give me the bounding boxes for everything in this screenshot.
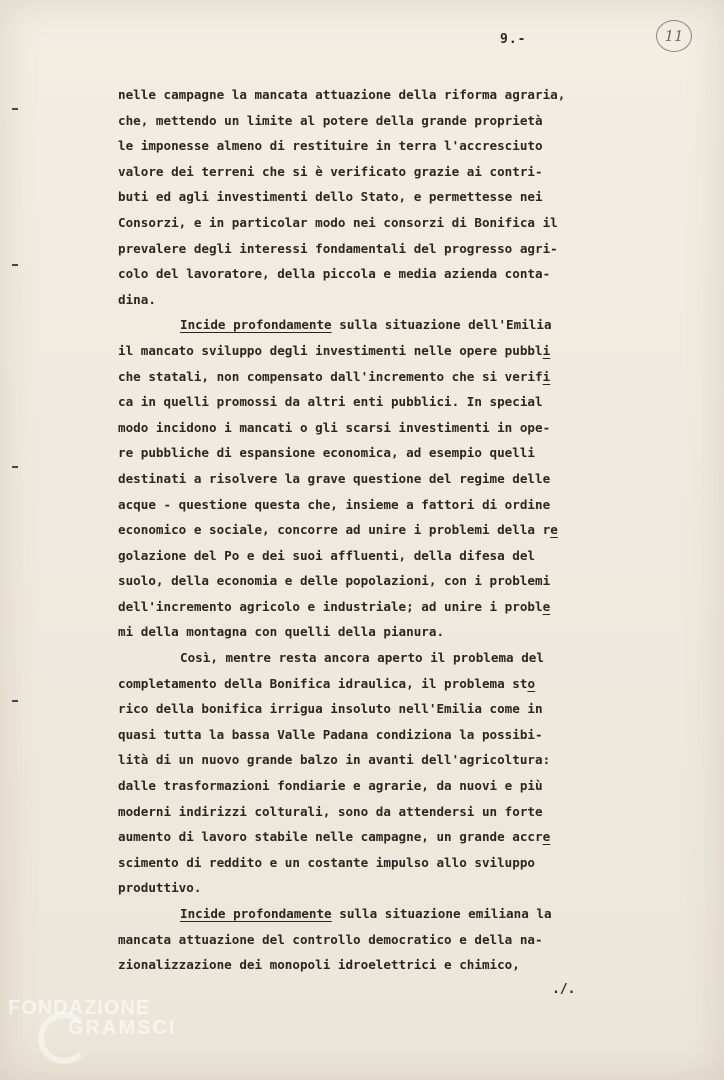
text-line bbox=[118, 389, 638, 415]
margin-tick bbox=[12, 108, 18, 110]
text-line bbox=[118, 184, 638, 210]
text-line bbox=[118, 645, 638, 671]
text-segment: scimento di reddito e un costante impulso allo sviluppo bbox=[118, 854, 536, 870]
underlined-text: e bbox=[542, 829, 551, 845]
text-segment: aumento di lavoro stabile nelle campagne, un grande accr bbox=[118, 829, 543, 845]
underlined-text: e bbox=[542, 598, 551, 614]
text-line bbox=[118, 364, 638, 390]
text-line bbox=[118, 440, 638, 466]
text-line bbox=[118, 108, 638, 134]
underlined-text: e bbox=[550, 522, 558, 538]
text-segment: suolo, della economia e delle popolazioni, con i problemi bbox=[118, 573, 551, 589]
text-segment: destinati a risolvere la grave questione del regime delle bbox=[118, 470, 551, 486]
text-line bbox=[118, 594, 638, 620]
underlined-text: i bbox=[542, 368, 551, 384]
text-segment: completamento della Bonifica idraulica, il problema st bbox=[118, 675, 528, 691]
underlined-text: Incide profondamente bbox=[180, 317, 332, 333]
continuation-mark: ./. bbox=[552, 982, 576, 997]
text-segment: che, mettendo un limite al potere della grande proprietà bbox=[118, 112, 543, 128]
text-segment: colo del lavoratore, della piccola e media azienda conta- bbox=[118, 266, 551, 282]
underlined-text: Incide profondamente bbox=[180, 906, 332, 921]
archive-stamp: 11 bbox=[656, 20, 692, 52]
text-line bbox=[118, 236, 638, 262]
text-segment: economico e sociale, concorre ad unire i problemi della r bbox=[118, 522, 551, 538]
watermark-logo bbox=[8, 998, 176, 1038]
text-line bbox=[118, 261, 638, 287]
text-line bbox=[118, 850, 638, 876]
text-segment: prevalere degli interessi fondamentali del progresso agri- bbox=[118, 240, 558, 256]
text-line bbox=[118, 287, 638, 313]
margin-tick bbox=[12, 466, 18, 468]
text-segment: che statali, non compensato dall'incremento che si verif bbox=[118, 368, 543, 384]
text-line bbox=[118, 773, 638, 799]
text-line bbox=[118, 159, 638, 185]
text-segment: zionalizzazione dei monopoli idroelettrici e chimico, bbox=[118, 957, 520, 973]
text-line bbox=[118, 747, 638, 773]
text-segment: mi della montagna con quelli della pianura. bbox=[118, 624, 445, 640]
text-line bbox=[118, 338, 638, 364]
text-line bbox=[118, 210, 638, 236]
watermark-line2: GRAMSCI bbox=[68, 1017, 177, 1039]
text-line bbox=[118, 671, 638, 697]
body-text bbox=[118, 82, 638, 978]
text-segment: dell'incremento agricolo e industriale; ad unire i probl bbox=[118, 598, 543, 614]
text-segment: mancata attuazione del controllo democratico e della na- bbox=[118, 931, 543, 947]
text-segment: acque - questione questa che, insieme a fattori di ordine bbox=[118, 496, 551, 512]
text-segment: Così, mentre resta ancora aperto il problema del bbox=[180, 650, 544, 666]
text-line bbox=[118, 517, 638, 543]
text-segment: golazione del Po e dei suoi affluenti, della difesa del bbox=[118, 547, 536, 563]
text-segment: dina. bbox=[118, 291, 156, 307]
text-line bbox=[118, 875, 638, 901]
text-line bbox=[118, 568, 638, 594]
watermark-line1: FONDAZIONE bbox=[8, 997, 151, 1019]
text-line bbox=[118, 543, 638, 569]
text-segment: le imponesse almeno di restituire in terra l'accresciuto bbox=[118, 138, 543, 154]
text-segment: lità di un nuovo grande balzo in avanti dell'agricoltura: bbox=[118, 752, 551, 768]
text-segment: Consorzi, e in particolar modo nei consorzi di Bonifica il bbox=[118, 214, 558, 230]
text-line bbox=[118, 415, 638, 441]
watermark-circle-icon bbox=[38, 1012, 90, 1064]
text-line bbox=[118, 722, 638, 748]
margin-tick bbox=[12, 264, 18, 266]
text-segment: buti ed agli investimenti dello Stato, e permettesse nei bbox=[118, 189, 543, 205]
text-line bbox=[118, 799, 638, 825]
text-line bbox=[118, 952, 638, 978]
text-segment: ca in quelli promossi da altri enti pubblici. In special bbox=[118, 394, 543, 410]
text-segment: sulla situazione dell'Emilia bbox=[331, 317, 552, 333]
text-segment: nelle campagne la mancata attuazione della riforma agraria, bbox=[118, 87, 566, 102]
margin-tick bbox=[12, 700, 18, 702]
text-segment: rico della bonifica irrigua insoluto nell'Emilia come in bbox=[118, 701, 543, 717]
text-segment: modo incidono i mancati o gli scarsi investimenti in ope- bbox=[118, 419, 551, 435]
text-line bbox=[118, 927, 638, 953]
text-line bbox=[118, 619, 638, 645]
text-segment: moderni indirizzi colturali, sono da attendersi un forte bbox=[118, 803, 543, 819]
text-segment: re pubbliche di espansione economica, ad esempio quelli bbox=[118, 445, 536, 461]
text-line bbox=[118, 492, 638, 518]
text-segment: quasi tutta la bassa Valle Padana condiziona la possibi- bbox=[118, 726, 543, 742]
text-line bbox=[118, 901, 638, 927]
underlined-text: i bbox=[542, 342, 551, 358]
text-segment: il mancato sviluppo degli investimenti nelle opere pubbl bbox=[118, 342, 543, 358]
text-segment: dalle trasformazioni fondiarie e agrarie, da nuovi e più bbox=[118, 778, 543, 794]
page-number: 9.- bbox=[500, 32, 527, 47]
text-line bbox=[118, 696, 638, 722]
text-segment: valore dei terreni che si è verificato grazie ai contri- bbox=[118, 163, 543, 179]
underlined-text: o bbox=[527, 675, 536, 691]
text-line bbox=[118, 312, 638, 338]
text-line bbox=[118, 133, 638, 159]
text-line bbox=[118, 82, 638, 108]
text-line bbox=[118, 466, 638, 492]
text-line bbox=[118, 824, 638, 850]
text-segment: sulla situazione emiliana la bbox=[331, 906, 552, 921]
text-segment: produttivo. bbox=[118, 880, 202, 896]
